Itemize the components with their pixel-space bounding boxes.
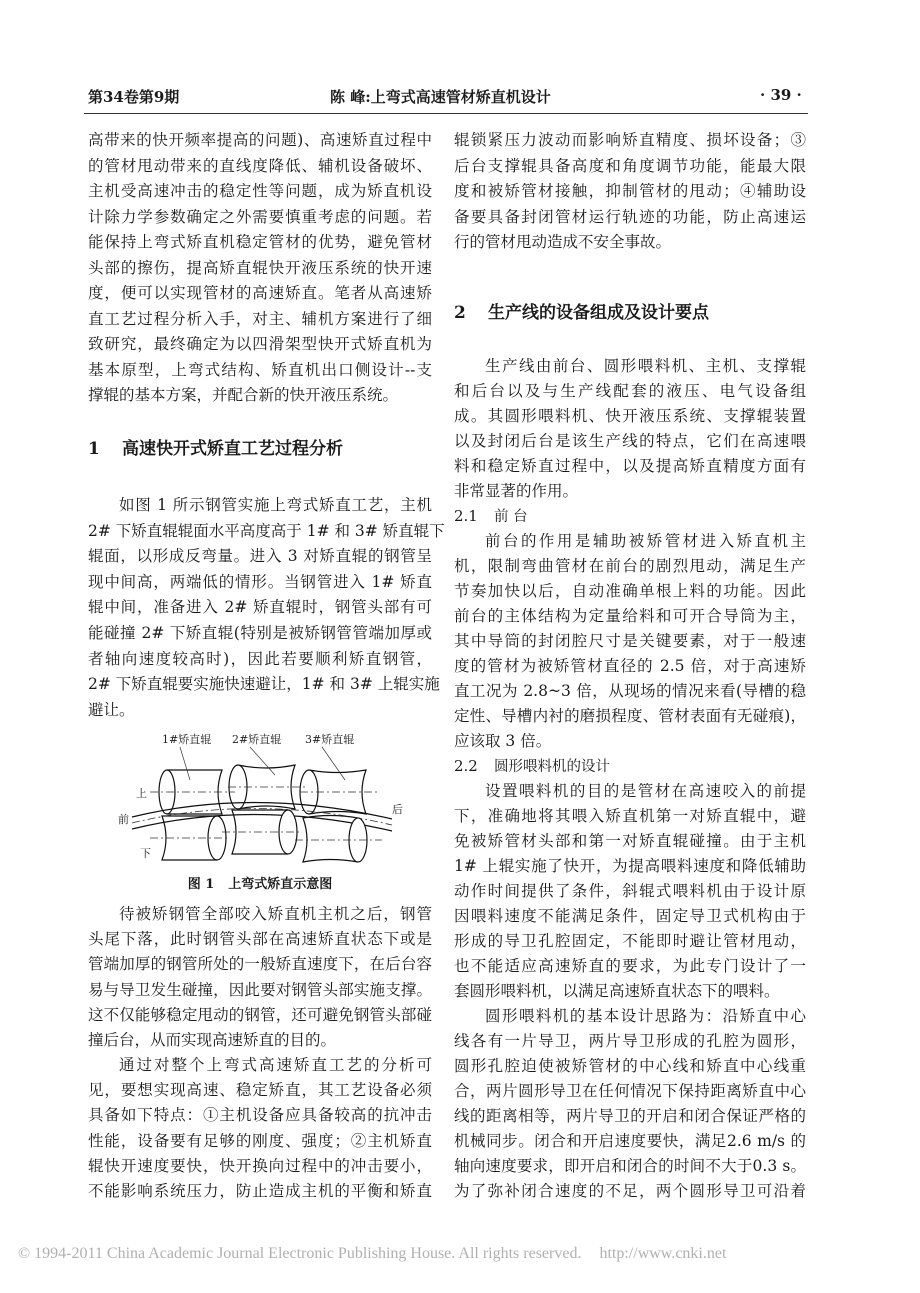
paragraph-line: 致研究，最终确定为以四滑架型快开式矫直机为 [88, 335, 432, 353]
section-number: 1 [88, 439, 100, 459]
paragraph-line: 圆形喂料机的基本设计思路为：沿矫直中心 [485, 1007, 806, 1025]
paragraph-line: 生产线由前台、圆形喂料机、主机、支撑辊 [485, 357, 806, 375]
label-lower: 下 [140, 847, 151, 860]
paragraph-line: 撑辊的基本方案，并配合新的快开液压系统。 [88, 386, 399, 404]
section-title: 高速快开式矫直工艺过程分析 [122, 439, 343, 459]
paragraph-line: 定性、导槽内衬的磨损程度、管材表面有无碰痕)， [454, 707, 806, 725]
paragraph-line: 能碰撞 2# 下矫直辊(特别是被矫钢管管端加厚或 [88, 624, 432, 642]
paragraph-line: 成。其圆形喂料机、快开液压系统、支撑辊装置 [454, 407, 806, 425]
paragraph-line: 如图 1 所示钢管实施上弯式矫直工艺，主机 [119, 496, 432, 514]
paragraph-line: 性能，设备要有足够的刚度、强度；②主机矫直 [88, 1131, 432, 1150]
copyright-footer [18, 1245, 726, 1263]
journal-issue: 第34卷第9期 [88, 88, 180, 106]
figure-number: 图 1 [187, 877, 215, 892]
subsection-title: 前 台 [494, 509, 528, 525]
paragraph-line: 下，准确地将其喂入矫直机第一对矫直辊中，避 [454, 807, 806, 825]
paragraph-line: 辊面，以形成反弯量。进入 3 对矫直辊的钢管呈 [88, 547, 432, 566]
figure-caption [88, 873, 432, 892]
copyright-text: © 1994-2011 China Academic Journal Electronic Publishing House. All rights reserved. [18, 1245, 582, 1262]
paragraph-line: 料和稳定矫直过程中，以及提高矫直精度方面有 [454, 457, 806, 475]
paragraph-line: 前台的作用是辅助被矫管材进入矫直机主 [485, 532, 806, 550]
section-number: 2 [454, 303, 466, 323]
paragraph-line: 为了弥补闭合速度的不足，两个圆形导卫可沿着 [454, 1182, 806, 1200]
section-title: 生产线的设备组成及设计要点 [488, 303, 709, 323]
paragraph-line: 线各有一片导卫，两片导卫形成的孔腔为圆形， [454, 1032, 806, 1050]
paragraph-line: 度，便可以实现管材的高速矫直。笔者从高速矫 [88, 284, 432, 302]
paragraph-line: 套圆形喂料机，以满足高速矫直状态下的喂料。 [454, 982, 780, 1000]
subsection-heading-2-2 [454, 755, 610, 776]
subsection-heading-2-1 [454, 505, 528, 526]
paragraph-line: 撞后台，从而实现高速矫直的目的。 [88, 1031, 337, 1049]
paragraph-line: 辊锁紧压力波动而影响矫直精度、损坏设备；③ [454, 131, 806, 149]
label-roller-2: 2#矫直辊 [232, 733, 282, 746]
paragraph-line: 线的距离相等，两片导卫的开启和闭合保证严格的 [454, 1107, 806, 1125]
paragraph-line: 通过对整个上弯式高速矫直工艺的分析可 [119, 1056, 432, 1074]
figure-caption-text: 上弯式矫直示意图 [228, 877, 333, 892]
paragraph-line: 轴向速度要求，即开启和闭合的时间不大于0.3 s。 [454, 1157, 806, 1175]
figure-1-straightening-diagram [110, 725, 410, 875]
paragraph-line: 行的管材甩动造成不安全事故。 [454, 233, 672, 251]
paragraph-line: 者轴向速度较高时)，因此若要顺利矫直钢管， [88, 649, 432, 668]
paragraph-line: 2# 下矫直辊要实施快速避让，1# 和 3# 上辊实施 [88, 675, 440, 694]
label-back: 后 [392, 803, 403, 816]
subsection-title: 圆形喂料机的设计 [494, 759, 610, 775]
header-divider [84, 113, 808, 114]
lower-roller-3 [303, 816, 367, 863]
paragraph-line: 避让。 [88, 700, 135, 719]
paragraph-line: 非常显著的作用。 [454, 482, 579, 500]
paragraph-line: 因喂料速度不能满足条件，固定导卫式机构由于 [454, 907, 806, 925]
label-roller-3: 3#矫直辊 [305, 733, 355, 746]
paragraph-line: 度的管材为被矫管材直径的 2.5 倍，对于高速矫 [454, 657, 806, 675]
paragraph-line: 现中间高，两端低的情形。当钢管进入 1# 矫直 [88, 572, 432, 591]
paragraph-line: 头部的擦伤，提高矫直辊快开液压系统的快开速 [88, 258, 432, 277]
paragraph-line: 易与导卫发生碰撞，因此要对钢管头部实施支撑。 [88, 980, 432, 999]
paragraph-line: 2# 下矫直辊辊面水平高度高于 1# 和 3# 矫直辊下 [88, 521, 445, 540]
paragraph-line: 头尾下落，此时钢管头部在高速矫直状态下或是 [88, 930, 432, 949]
paragraph-line: 直工况为 2.8~3 倍，从现场的情况来看(导槽的稳 [454, 682, 806, 700]
cnki-link[interactable]: http://www.cnki.net [599, 1245, 727, 1262]
paragraph-line: 免被矫管材头部和第一对矫直辊碰撞。由于主机 [454, 832, 806, 850]
paragraph-line: 具备如下特点：①主机设备应具备较高的抗冲击 [88, 1106, 432, 1125]
paragraph-line: 直工艺过程分析入手，对主、辅机方案进行了细 [88, 309, 432, 328]
running-title: 陈 峰:上弯式高速管材矫直机设计 [330, 88, 551, 106]
paragraph-line: 前台的主体结构为定量给料和可开合导筒为主， [454, 607, 806, 625]
paragraph-line: 基本原型，上弯式结构、矫直机出口侧设计--支 [88, 360, 432, 379]
paragraph-line: 动作时间提供了条件，斜辊式喂料机由于设计原 [454, 882, 806, 900]
paragraph-line: 待被矫钢管全部咬入矫直机主机之后，钢管 [119, 905, 432, 923]
label-front: 前 [118, 813, 129, 826]
paragraph-line: 辊中间，准备进入 2# 矫直辊时，钢管头部有可 [88, 598, 432, 617]
paragraph-line: 机，限制弯曲管材在前台的剧烈甩动，满足生产 [454, 557, 806, 575]
paragraph-line: 1# 上辊实施了快开，为提高喂料速度和降低辅助 [454, 857, 806, 875]
paragraph-line: 辊快开速度要快，快开换向过程中的冲击要小， [88, 1156, 432, 1175]
section-heading-2 [454, 298, 709, 323]
section-heading-1 [88, 434, 343, 459]
label-roller-1: 1#矫直辊 [162, 733, 212, 746]
paragraph-line: 这不仅能够稳定甩动的钢管，还可避免钢管头部碰 [88, 1005, 432, 1024]
paragraph-line: 形成的导卫孔腔固定，不能即时避让管材甩动， [454, 932, 806, 950]
paragraph-line: 计除力学参数确定之外需要慎重考虑的问题。若 [88, 207, 432, 226]
paragraph-line: 的管材甩动带来的直线度降低、辅机设备破坏、 [88, 156, 432, 175]
page-number: · 39 · [760, 86, 802, 104]
paragraph-line: 机械同步。闭合和开启速度要快，满足2.6 m/s 的 [454, 1132, 806, 1150]
paragraph-line: 能保持上弯式矫直机稳定管材的优势，避免管材 [88, 233, 432, 251]
paragraph-line: 圆形孔腔迫使被矫管材的中心线和矫直中心线重 [454, 1057, 806, 1075]
subsection-number: 2.2 [454, 757, 478, 775]
subsection-number: 2.1 [454, 507, 478, 525]
paragraph-line: 也不能适应高速矫直的要求，为此专门设计了一 [454, 957, 806, 975]
paragraph-line: 以及封闭后台是该生产线的特点，它们在高速喂 [454, 432, 806, 450]
paragraph-line: 和后台以及与生产线配套的液压、电气设备组 [454, 382, 806, 400]
label-upper: 上 [136, 787, 147, 800]
paragraph-line: 后台支撑辊具备高度和角度调节功能，能最大限 [454, 156, 806, 175]
paragraph-line: 其中导筒的封闭腔尺寸是关键要素，对于一般速 [454, 632, 806, 650]
paragraph-line: 合，两片圆形导卫在任何情况下保持距离矫直中心 [454, 1082, 806, 1100]
paragraph-line: 管端加厚的钢管所处的一般矫直速度下，在后台容 [88, 955, 432, 974]
paragraph-line: 节奏加快以后，自动准确单根上料的功能。因此 [454, 582, 806, 600]
paragraph-line: 应该取 3 倍。 [454, 732, 552, 750]
paragraph-line: 高带来的快开频率提高的问题)、高速矫直过程中 [88, 131, 432, 149]
paragraph-line: 主机受高速冲击的稳定性等问题，成为矫直机设 [88, 182, 432, 200]
paragraph-line: 备要具备封闭管材运行轨迹的功能，防止高速运 [454, 207, 806, 226]
paragraph-line: 度和被矫管材接触，抑制管材的甩动；④辅助设 [454, 182, 806, 200]
paragraph-line: 设置喂料机的目的是管材在高速咬入的前提 [485, 782, 806, 800]
paragraph-line: 见，要想实现高速、稳定矫直，其工艺设备必须 [88, 1081, 432, 1100]
paragraph-line: 不能影响系统压力，防止造成主机的平衡和矫直 [88, 1182, 432, 1200]
